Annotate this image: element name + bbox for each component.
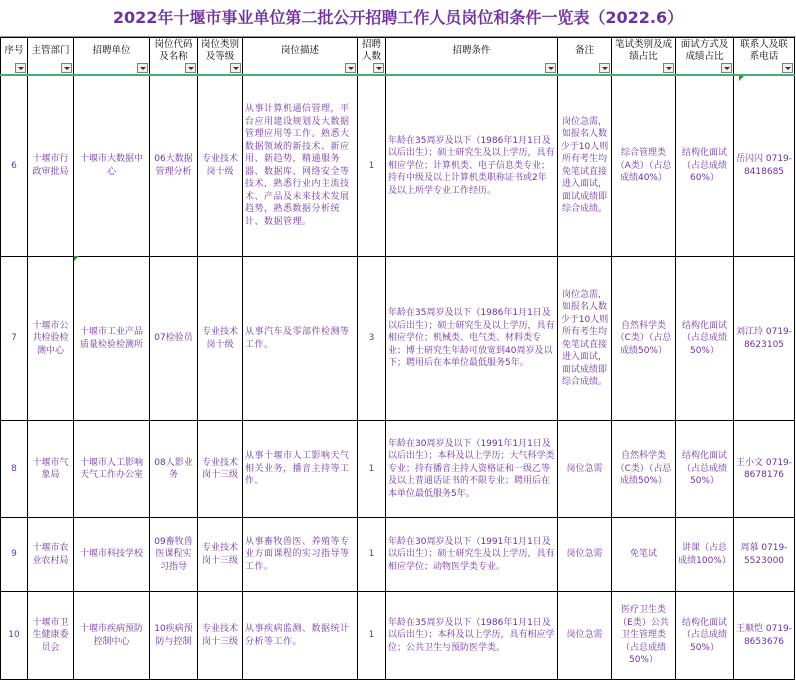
cell-count[interactable]: 1 [358,592,386,680]
filter-dropdown-icon[interactable] [137,63,148,73]
cell-count[interactable]: 3 [358,257,386,421]
filter-dropdown-icon[interactable] [599,63,610,73]
cell-interview[interactable]: 结构化面试（占总成绩50%） [676,257,734,421]
cell-no[interactable]: 10 [1,592,28,680]
cell-dept[interactable]: 十堰市行政审批局 [28,75,74,257]
cell-code[interactable]: 10疾病预防与控制 [150,592,198,680]
comment-marker-icon [74,256,79,261]
header-count[interactable]: 招聘人数 [358,38,386,75]
filter-dropdown-icon[interactable] [61,63,72,73]
cell-count[interactable]: 1 [358,518,386,592]
page-title: 2022年十堰市事业单位第二批公开招聘工作人员岗位和条件一览表（2022.6） [0,0,796,37]
cell-cond[interactable]: 年龄在35周岁及以下（1986年1月1日及以后出生）；硕士研究生及以上学历，具有相应学位；计算机类、电子信息类专业；持有中级及以上计算机类职称证书或2年及以上所学专业工作经历。 [386,75,558,257]
cell-unit[interactable]: 十堰市人工影响天气工作办公室 [74,421,150,518]
cell-exam[interactable]: 综合管理类（A类）（占总成绩40%） [612,75,676,257]
cell-level[interactable]: 专业技术岗十级 [198,257,243,421]
table-row [1,518,795,592]
table-row [1,421,795,518]
cell-note[interactable]: 岗位急需 [558,518,612,592]
filter-dropdown-icon[interactable] [230,63,241,73]
header-level[interactable]: 岗位类别及等级 [198,38,243,75]
cell-note[interactable]: 岗位急需，如报名人数少于10人则所有考生均免笔试直接进入面试，面试成绩即综合成绩。 [558,75,612,257]
filter-dropdown-icon[interactable] [782,63,793,73]
cell-interview[interactable]: 结构化面试（占总成绩60%） [676,75,734,257]
header-note[interactable]: 备注 [558,38,612,75]
cell-interview[interactable]: 结构化面试（占总成绩50%） [676,421,734,518]
cell-unit[interactable]: 十堰市疾病预防控制中心 [74,592,150,680]
filter-dropdown-icon[interactable] [345,63,356,73]
cell-note[interactable]: 岗位急需，如报名人数少于10人则所有考生均免笔试直接进入面试，面试成绩即综合成绩。 [558,257,612,421]
cell-desc[interactable]: 从事十堰市人工影响天气相关业务，播音主持等工作。 [243,421,358,518]
filter-dropdown-icon[interactable] [373,63,384,73]
cell-note[interactable]: 岗位急需 [558,592,612,680]
header-unit[interactable]: 招聘单位 [74,38,150,75]
cell-contact[interactable]: 王顺恺 0719-8653676 [734,592,795,680]
header-cond[interactable]: 招聘条件 [386,38,558,75]
cell-unit[interactable]: 十堰市工业产品质量检验检测所 [74,257,150,421]
cell-level[interactable]: 专业技术岗十三级 [198,592,243,680]
cell-contact[interactable]: 王小文 0719-8678176 [734,421,795,518]
cell-code[interactable]: 06大数据管理分析 [150,75,198,257]
header-no[interactable]: 序号 [1,38,28,75]
cell-contact[interactable]: 岳闪闪 0719-8418685 [734,75,795,257]
cell-unit[interactable]: 十堰市科技学校 [74,518,150,592]
filter-dropdown-icon[interactable] [545,63,556,73]
cell-contact[interactable]: 刘江玲 0719-8623105 [734,257,795,421]
cell-code[interactable]: 07检验员 [150,257,198,421]
cell-count[interactable]: 1 [358,75,386,257]
header-code[interactable]: 岗位代码及名称 [150,38,198,75]
cell-code[interactable]: 08人影业务 [150,421,198,518]
cell-cond[interactable]: 年龄在35周岁及以下（1986年1月1日及以后出生）；硕士研究生及以上学历，具有相应学位；机械类、电气类、材料类专业；博士研究生年龄可放宽到40周岁及以下；聘用后在本单位最低服务5年。 [386,257,558,421]
cell-dept[interactable]: 十堰市卫生健康委员会 [28,592,74,680]
cell-exam[interactable]: 自然科学类（C类）（占总成绩50%） [612,257,676,421]
cell-exam[interactable]: 自然科学类（C类）（占总成绩50%） [612,421,676,518]
cell-no[interactable]: 9 [1,518,28,592]
cell-interview[interactable]: 讲课（占总成绩100%） [676,518,734,592]
cell-cond[interactable]: 年龄在30周岁及以下（1991年1月1日及以后出生）；硕士研究生及以上学历，具有相应学位；动物医学类专业。 [386,518,558,592]
cell-count[interactable]: 1 [358,421,386,518]
cell-desc[interactable]: 从事汽车及零部件检测等工作。 [243,257,358,421]
cell-desc[interactable]: 从事计算机通信管理，平台应用建设规划及大数据管理应用等工作。熟悉大数据领域的新技术、新应用、新趋势，精通服务器、数据库、网络安全等技术，熟悉行业内主流技术、产品及未来技术发展趋势，熟悉数据分析统计、数据管理。 [243,75,358,257]
cell-level[interactable]: 专业技术岗十级 [198,75,243,257]
cell-level[interactable]: 专业技术岗十三级 [198,518,243,592]
filter-dropdown-icon[interactable] [15,63,26,73]
header-row [1,38,795,75]
cell-dept[interactable]: 十堰市农业农村局 [28,518,74,592]
cell-desc[interactable]: 从事畜牧兽医、养殖等专业方面课程的实习指导等工作。 [243,518,358,592]
cell-desc[interactable]: 从事疾病监测、数据统计分析等工作。 [243,592,358,680]
filter-dropdown-icon[interactable] [721,63,732,73]
header-interview[interactable]: 面试方式及成绩占比 [676,38,734,75]
header-contact[interactable]: 联系人及联系电话 [734,38,795,75]
cell-no[interactable]: 6 [1,75,28,257]
cell-cond[interactable]: 年龄在30周岁及以下（1991年1月1日及以后出生）；本科及以上学历；大气科学类专业；持有播音主持人资格证和一级乙等及以上普通话证书的不限专业；聘用后在本单位最低服务5年。 [386,421,558,518]
cell-code[interactable]: 09畜牧兽医课程实习指导 [150,518,198,592]
cell-unit[interactable]: 十堰市大数据中心 [74,75,150,257]
header-exam[interactable]: 笔试类别及成绩占比 [612,38,676,75]
cell-contact[interactable]: 周慕 0719-5523000 [734,518,795,592]
cell-note[interactable]: 岗位急需 [558,421,612,518]
header-dept[interactable]: 主管部门 [28,38,74,75]
cell-dept[interactable]: 十堰市公共检验检测中心 [28,257,74,421]
table-row [1,75,795,257]
cell-exam[interactable]: 免笔试 [612,518,676,592]
table-row [1,592,795,680]
cell-exam[interactable]: 医疗卫生类（E类）公共卫生管理类（占总成绩50%） [612,592,676,680]
filter-dropdown-icon[interactable] [663,63,674,73]
table-row [1,257,795,421]
cell-dept[interactable]: 十堰市气象局 [28,421,74,518]
comment-marker-icon [739,76,744,81]
filter-dropdown-icon[interactable] [185,63,196,73]
cell-cond[interactable]: 年龄在35周岁及以下（1986年1月1日及以后出生）；本科及以上学历，具有相应学位；公共卫生与预防医学类。 [386,592,558,680]
jobs-table [0,37,795,680]
cell-level[interactable]: 专业技术岗十三级 [198,421,243,518]
cell-interview[interactable]: 结构化面试（占总成绩50%） [676,592,734,680]
header-desc[interactable]: 岗位描述 [243,38,358,75]
cell-no[interactable]: 7 [1,257,28,421]
cell-no[interactable]: 8 [1,421,28,518]
